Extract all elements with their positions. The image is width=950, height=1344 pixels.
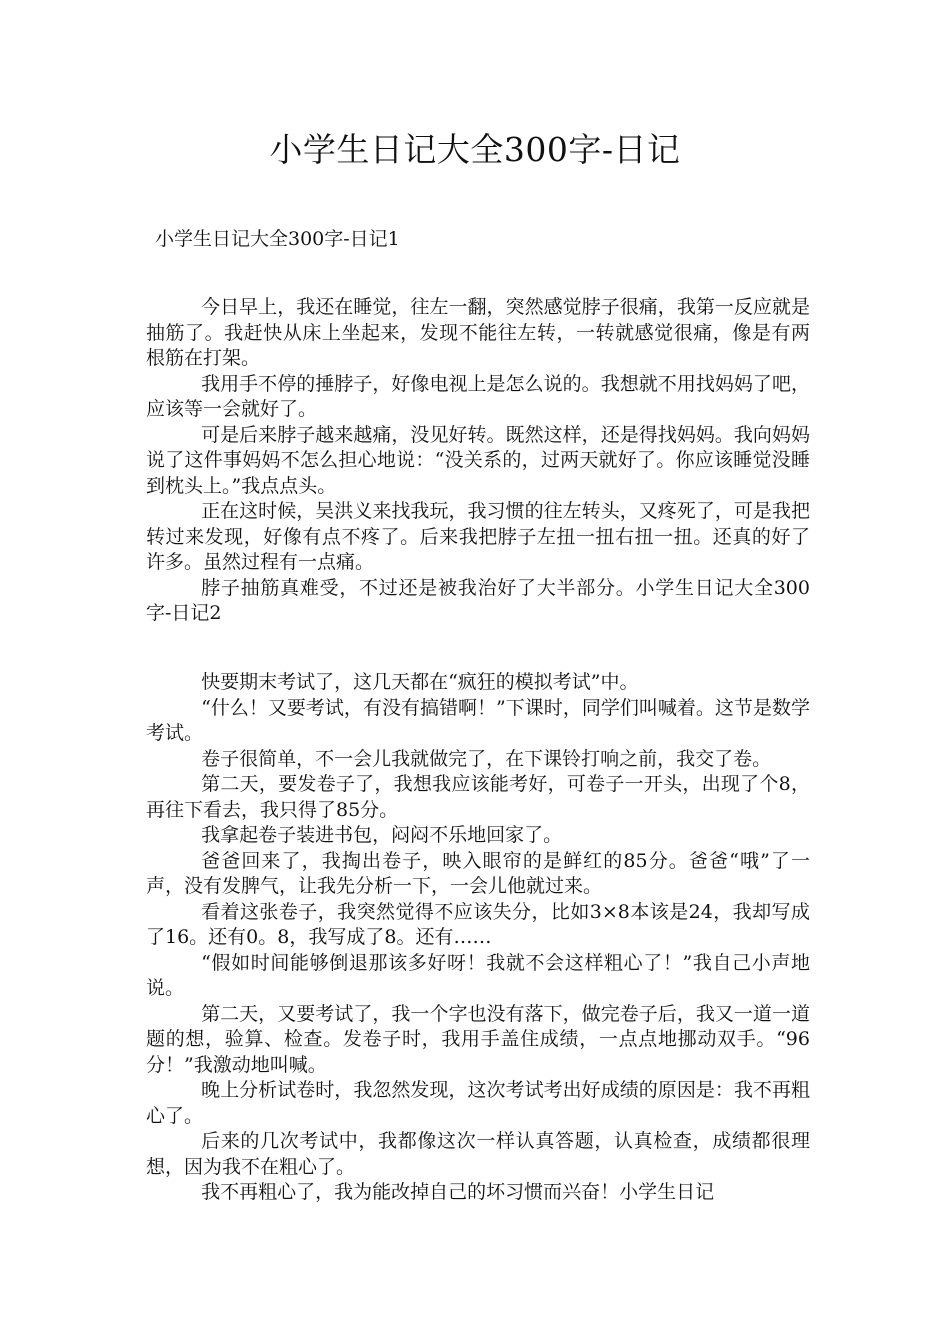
paragraph: 我拿起卷子装进书包，闷闷不乐地回家了。 bbox=[201, 824, 563, 846]
diary-1-body bbox=[146, 295, 810, 627]
paragraph: “什么！又要考试，有没有搞错啊！”下课时，同学们叫喊着。这节是数学考试。 bbox=[146, 696, 810, 744]
paragraph: 看着这张卷子，我突然觉得不应该失分，比如3×8本该是24，我却写成了16。还有0。8，我写成了8。还有…… bbox=[146, 900, 810, 948]
paragraph: 脖子抽筋真难受，不过还是被我治好了大半部分。小学生日记大全300字-日记2 bbox=[146, 576, 810, 624]
paragraph: 爸爸回来了，我掏出卷子，映入眼帘的是鲜红的85分。爸爸“哦”了一声，没有发脾气，让我先分析一下，一会儿他就过来。 bbox=[146, 849, 810, 897]
paragraph: 快要期末考试了，这几天都在“疯狂的模拟考试”中。 bbox=[201, 671, 639, 693]
paragraph: 晚上分析试卷时，我忽然发现，这次考试考出好成绩的原因是：我不再粗心了。 bbox=[146, 1079, 810, 1127]
paragraph: 我用手不停的捶脖子，好像电视上是怎么说的。我想就不用找妈妈了吧，应该等一会就好了。 bbox=[146, 372, 810, 420]
page-title: 小学生日记大全300字-日记 bbox=[269, 130, 681, 169]
paragraph: 今日早上，我还在睡觉，往左一翻，突然感觉脖子很痛，我第一反应就是抽筋了。我赶快从床上坐起来，发现不能往左转，一转就感觉很痛，像是有两根筋在打架。 bbox=[146, 296, 810, 369]
paragraph: “假如时间能够倒退那该多好呀！我就不会这样粗心了！”我自己小声地说。 bbox=[146, 951, 810, 999]
paragraph: 我不再粗心了，我为能改掉自己的坏习惯而兴奋！小学生日记 bbox=[201, 1181, 715, 1203]
paragraph: 后来的几次考试中，我都像这次一样认真答题，认真检查，成绩都很理想，因为我不在粗心了。 bbox=[146, 1130, 810, 1178]
section-heading-diary-1: 小学生日记大全300字-日记1 bbox=[155, 228, 400, 250]
paragraph: 卷子很简单，不一会儿我就做完了，在下课铃打响之前，我交了卷。 bbox=[201, 747, 772, 770]
diary-2-body bbox=[146, 670, 810, 1206]
paragraph: 正在这时候，吴洪义来找我玩，我习惯的往左转头，又疼死了，可是我把转过来发现，好像有点不疼了。后来我把脖子左扭一扭右扭一扭。还真的好了许多。虽然过程有一点痛。 bbox=[146, 500, 810, 573]
paragraph: 第二天，又要考试了，我一个字也没有落下，做完卷子后，我又一道一道题的想，验算、检查。发卷子时，我用手盖住成绩，一点点地挪动双手。“96分！”我激动地叫喊。 bbox=[146, 1002, 810, 1076]
paragraph: 可是后来脖子越来越痛，没见好转。既然这样，还是得找妈妈。我向妈妈说了这件事妈妈不怎么担心地说：“没关系的，过两天就好了。你应该睡觉没睡到枕头上。”我点点头。 bbox=[146, 423, 810, 497]
paragraph: 第二天，要发卷子了，我想我应该能考好，可卷子一开头，出现了个8，再往下看去，我只得了85分。 bbox=[146, 773, 810, 821]
